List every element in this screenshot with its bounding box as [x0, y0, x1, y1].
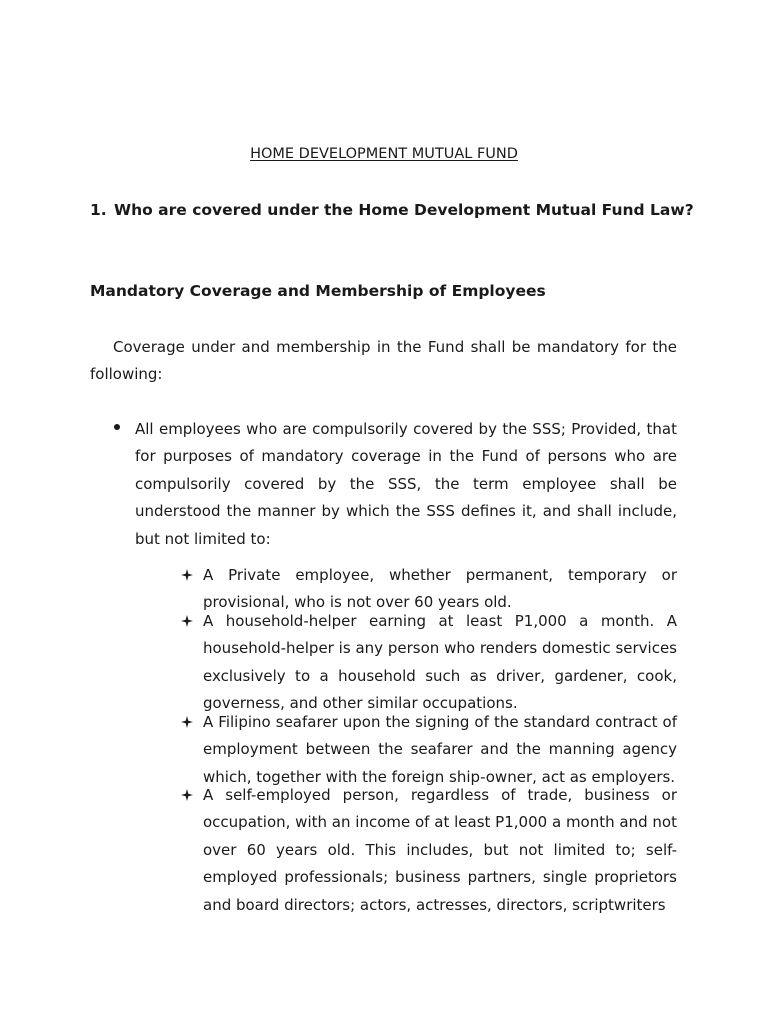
document-title: HOME DEVELOPMENT MUTUAL FUND	[250, 146, 518, 162]
section-heading: Mandatory Coverage and Membership of Employees	[90, 282, 546, 300]
list-item: A household-helper earning at least P1,000 a month. A household-helper is any person who renders domestic services exclusively to a household such as driver, gardener, cook, governess, and other similar occupations.	[203, 612, 677, 713]
question-text: Who are covered under the Home Development Mutual Fund Law?	[114, 201, 694, 219]
question-number: 1.	[90, 201, 107, 219]
list-item: A self-employed person, regardless of trade, business or occupation, with an income of at least P1,000 a month and not over 60 years old. This includes, but not limited to; self-employed professionals; business partners, single proprietors and board directors; actors, actresses, directors, scriptwriters	[203, 786, 677, 914]
diamond-bullet-icon	[181, 569, 193, 581]
diamond-bullet-icon	[181, 716, 193, 728]
list-item: A Private employee, whether permanent, temporary or provisional, who is not over 60 years old.	[203, 566, 677, 612]
list-item: A Filipino seafarer upon the signing of the standard contract of employment between the seafarer and the manning agency which, together with the foreign ship-owner, act as employers.	[203, 713, 677, 786]
intro-paragraph: Coverage under and membership in the Fund shall be mandatory for the following:	[90, 338, 677, 383]
bullet-icon	[114, 424, 120, 430]
diamond-bullet-icon	[181, 789, 193, 801]
question-heading	[90, 201, 694, 219]
diamond-bullet-icon	[181, 615, 193, 627]
bullet-paragraph: All employees who are compulsorily covered by the SSS; Provided, that for purposes of mandatory coverage in the Fund of persons who are compulsorily covered by the SSS, the term employee shall be understood the manner by which the SSS defines it, and shall include, but not limited to:	[135, 420, 677, 548]
